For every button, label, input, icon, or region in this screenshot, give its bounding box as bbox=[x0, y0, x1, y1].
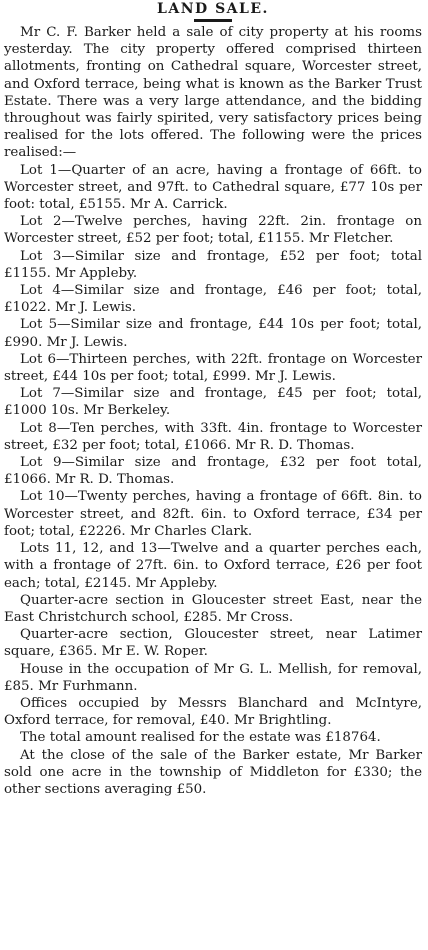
article-body bbox=[4, 24, 422, 798]
lot-2-paragraph: Lot 2—Twelve perches, having 22ft. 2in. frontage on Worcester street, £52 per foot; total, £1155. Mr Fletcher. bbox=[4, 214, 422, 247]
lot-5-paragraph: Lot 5—Similar size and frontage, £44 10s per foot; total, £990. Mr J. Lewis. bbox=[4, 317, 422, 350]
lot-3-paragraph: Lot 3—Similar size and frontage, £52 per foot; total £1155. Mr Appleby. bbox=[4, 248, 422, 281]
lot-4-paragraph: Lot 4—Similar size and frontage, £46 per foot; total, £1022. Mr J. Lewis. bbox=[4, 283, 422, 316]
middleton-paragraph: At the close of the sale of the Barker estate, Mr Barker sold one acre in the township of Middleton for £330; the other sections averaging £50. bbox=[4, 747, 422, 797]
article-headline: LAND SALE. bbox=[157, 1, 269, 17]
lot-9-paragraph: Lot 9—Similar size and frontage, £32 per foot total, £1066. Mr R. D. Thomas. bbox=[4, 455, 422, 488]
lot-1-paragraph: Lot 1—Quarter of an acre, having a frontage of 66ft. to Worcester street, and 97ft. to Cathedral square, £77 10s per foot: total, £5155. Mr A. Carrick. bbox=[4, 162, 422, 213]
headline-rule bbox=[194, 19, 232, 22]
lots-11-13-paragraph: Lots 11, 12, and 13—Twelve and a quarter perches each, with a frontage of 27ft. 6in. to Oxford terrace, £26 per foot each; total, £2145. Mr Appleby. bbox=[4, 541, 422, 591]
lot-10-paragraph: Lot 10—Twenty perches, having a frontage of 66ft. 8in. to Worcester street, and 82ft. 6in. to Oxford terrace, £34 per foot; total, £2226. Mr Charles Clark. bbox=[4, 489, 422, 539]
lot-8-paragraph: Lot 8—Ten perches, with 33ft. 4in. frontage to Worcester street, £32 per foot; total, £1066. Mr R. D. Thomas. bbox=[4, 420, 422, 453]
total-paragraph: The total amount realised for the estate was £18764. bbox=[20, 730, 381, 746]
intro-paragraph: Mr C. F. Barker held a sale of city property at his rooms yesterday. The city property offered comprised thirteen allotments, fronting on Cathedral square, Worcester street, and Oxford terrace, being what is known as the Barker Trust Estate. There was a very large attendance, and the bidding throughout was fairly spirited, very satisfactory prices being realised for the lots offered. The following were the prices realised:— bbox=[4, 25, 422, 161]
gloucester-latimer-paragraph: Quarter-acre section, Gloucester street, near Latimer square, £365. Mr E. W. Roper. bbox=[4, 627, 422, 660]
offices-removal-paragraph: Offices occupied by Messrs Blanchard and McIntyre, Oxford terrace, for removal, £40. Mr Brightling. bbox=[4, 695, 422, 729]
gloucester-east-paragraph: Quarter-acre section in Gloucester street East, near the East Christchurch school, £285. Mr Cross. bbox=[4, 592, 422, 625]
lot-6-paragraph: Lot 6—Thirteen perches, with 22ft. frontage on Worcester street, £44 10s per foot; total, £999. Mr J. Lewis. bbox=[4, 351, 422, 385]
house-removal-paragraph: House in the occupation of Mr G. L. Mellish, for removal, £85. Mr Furhmann. bbox=[4, 661, 422, 694]
lot-7-paragraph: Lot 7—Similar size and frontage, £45 per foot; total, £1000 10s. Mr Berkeley. bbox=[4, 386, 422, 419]
